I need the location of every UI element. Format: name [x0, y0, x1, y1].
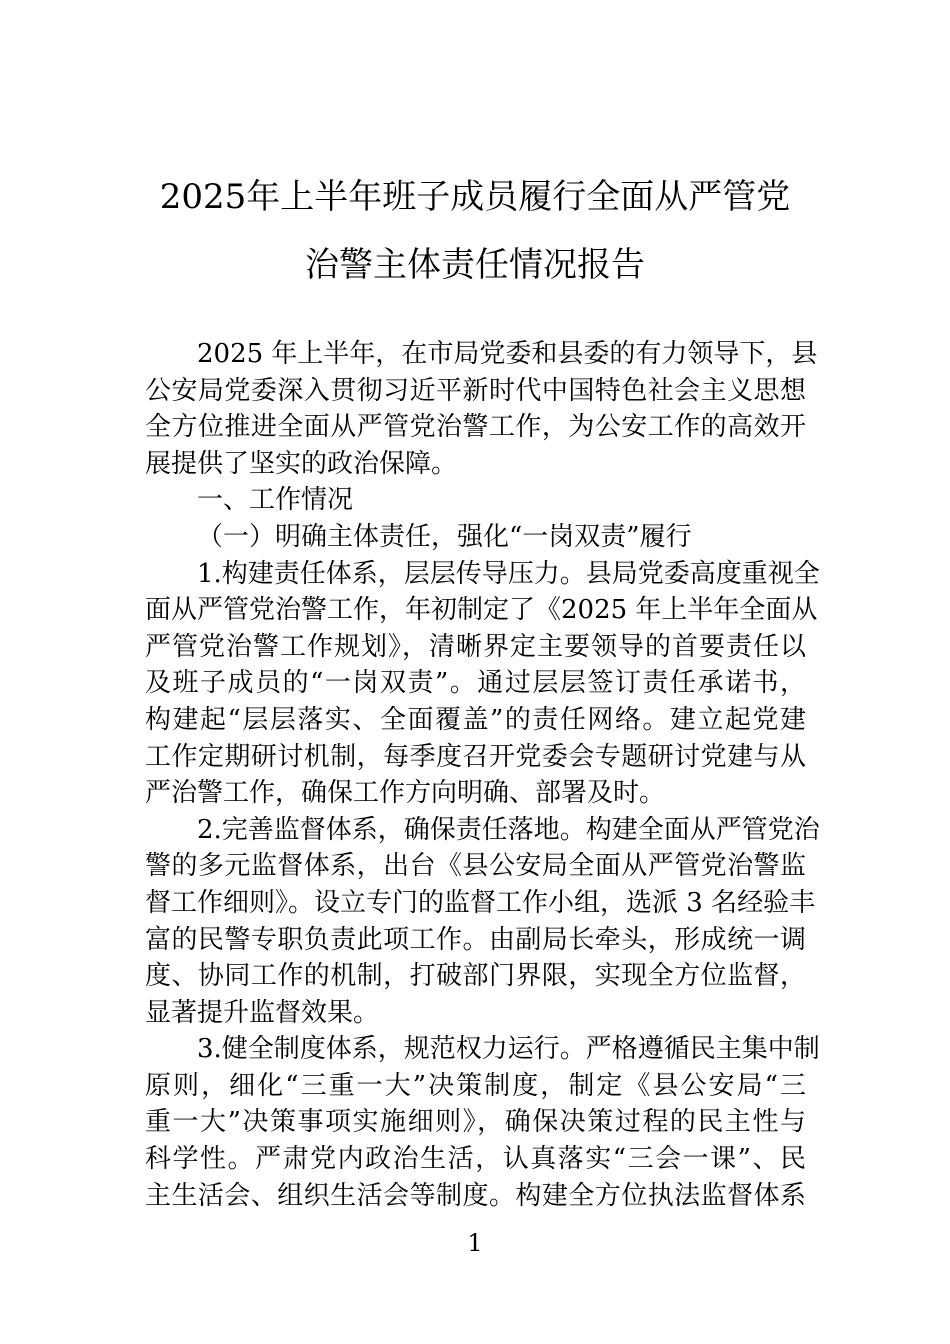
text-line: 及班子成员的“一岗双责”。通过层层签订责任承诺书，: [145, 668, 806, 699]
text-line: 3.健全制度体系，规范权力运行。严格遵循民主集中制: [197, 1034, 820, 1065]
paragraph: [145, 482, 806, 519]
text-line: 主生活会、组织生活会等制度。构建全方位执法监督体系: [145, 1180, 806, 1211]
text-line: 展提供了坚实的政治保障。: [145, 448, 458, 479]
text-line: 2025 年上半年，在市局党委和县委的有力领导下，县: [197, 339, 818, 369]
text-line: 2.完善监督体系，确保责任落地。构建全面从严管党治: [197, 814, 820, 845]
text-line: 公安局党委深入贯彻习近平新时代中国特色社会主义思想: [145, 375, 806, 406]
text-line: 督工作细则》。设立专门的监督工作小组，选派 3 名经验丰: [145, 887, 816, 918]
page-number: 1: [467, 1229, 483, 1258]
text-line: 科学性。严肃党内政治生活，认真落实“三会一课”、民: [145, 1144, 806, 1175]
paragraph: [145, 812, 820, 1032]
document-title-line-1: 2025年上半年班子成员履行全面从严管党: [159, 177, 791, 217]
text-line: 构建起“层层落实、全面覆盖”的责任网络。建立起党建: [145, 704, 806, 735]
text-line: 工作定期研讨机制，每季度召开党委会专题研讨党建与从: [145, 741, 806, 772]
paragraph: [145, 519, 806, 556]
text-line: 全方位推进全面从严管党治警工作，为公安工作的高效开: [145, 412, 806, 443]
text-line: 一、工作情况: [197, 485, 354, 516]
text-line: 1.构建责任体系，层层传导压力。县局党委高度重视全: [197, 558, 820, 589]
text-line: 富的民警专职负责此项工作。由副局长牵头，形成统一调: [145, 924, 806, 955]
paragraph: [145, 336, 818, 482]
text-line: （一）明确主体责任，强化“一岗双责”履行: [197, 521, 692, 552]
document-body: [145, 336, 820, 1214]
text-line: 严管党治警工作规划》，清晰界定主要领导的首要责任以: [145, 631, 806, 662]
text-line: 重一大”决策事项实施细则》，确保决策过程的民主性与: [145, 1107, 806, 1138]
text-line: 面从严管党治警工作，年初制定了《2025 年上半年全面从: [145, 595, 818, 626]
document-title-line-2: 治警主体责任情况报告: [305, 245, 645, 285]
text-line: 显著提升监督效果。: [145, 997, 380, 1028]
paragraph: [145, 556, 820, 812]
text-line: 严治警工作，确保工作方向明确、部署及时。: [145, 778, 666, 809]
paragraph: [145, 1031, 820, 1214]
text-line: 原则，细化“三重一大”决策制度，制定《县公安局“三: [145, 1070, 806, 1101]
text-line: 度、协同工作的机制，打破部门界限，实现全方位监督，: [145, 961, 806, 992]
text-line: 警的多元监督体系，出台《县公安局全面从严管党治警监: [145, 851, 806, 882]
